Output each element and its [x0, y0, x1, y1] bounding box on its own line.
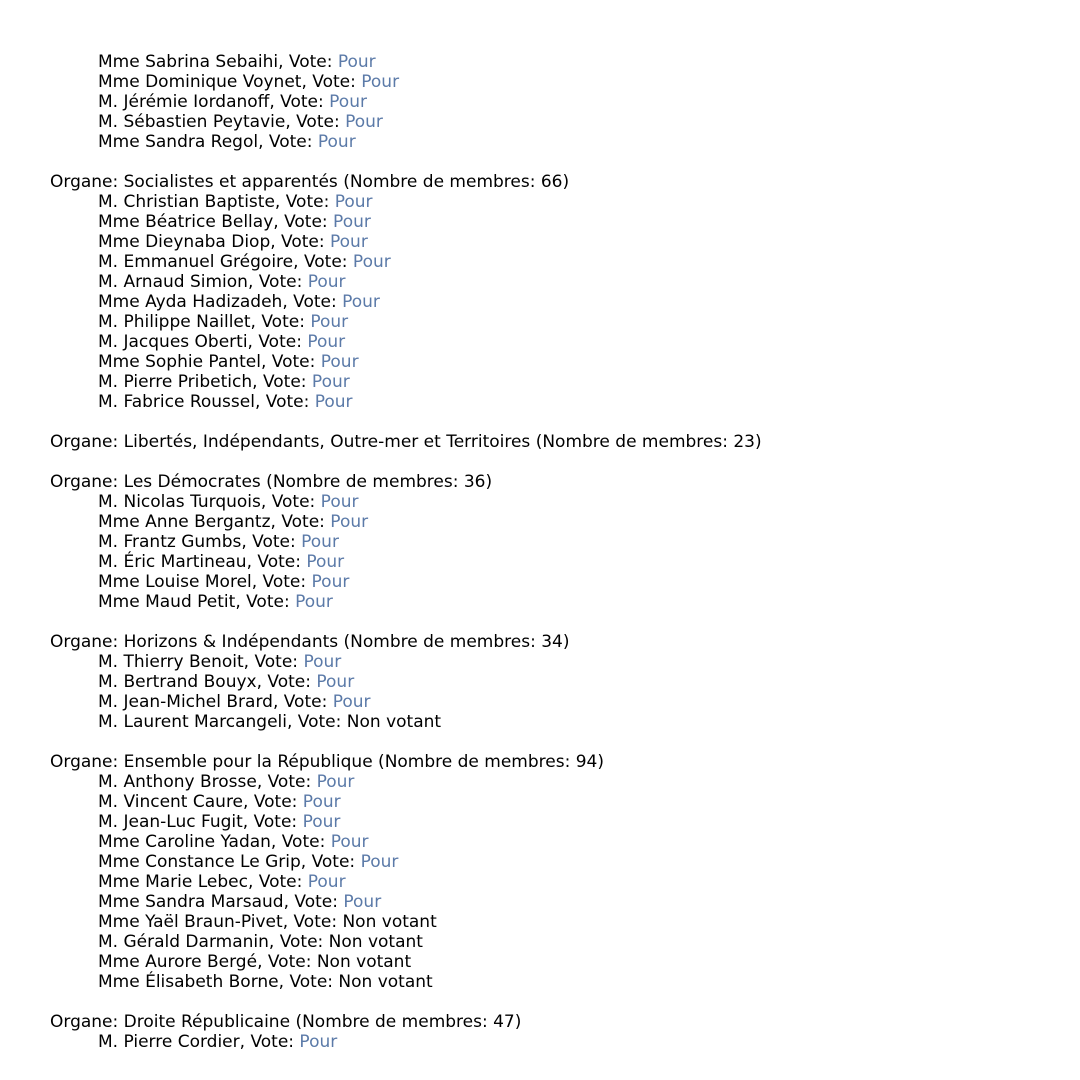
member-name: M. Bertrand Bouyx: [98, 672, 257, 692]
group-header: Organe: Socialistes et apparentés (Nombre de membres: 66): [50, 172, 570, 192]
member-row: [50, 672, 1050, 692]
vote-label: , Vote:: [260, 352, 321, 372]
member-row: [50, 1032, 1050, 1052]
member-name: Mme Caroline Yadan: [98, 832, 271, 852]
vote-value: Pour: [307, 872, 346, 892]
member-row: [50, 792, 1050, 812]
member-name: M. Frantz Gumbs: [98, 532, 242, 552]
member-row: [50, 352, 1050, 372]
member-row: [50, 592, 1050, 612]
group-header: Organe: Les Démocrates (Nombre de membres: 36): [50, 472, 493, 492]
member-row: [50, 372, 1050, 392]
vote-value: Pour: [320, 352, 359, 372]
member-name: M. Fabrice Roussel: [98, 392, 255, 412]
member-name: Mme Sophie Pantel: [98, 352, 261, 372]
member-row: [50, 872, 1050, 892]
vote-value: Pour: [295, 592, 333, 612]
member-name: Mme Aurore Bergé: [98, 952, 258, 972]
vote-value: Pour: [307, 272, 346, 292]
member-row: [50, 72, 1050, 92]
vote-value: Pour: [352, 252, 391, 272]
member-row: [50, 492, 1050, 512]
member-row: [50, 232, 1050, 252]
member-name: M. Christian Baptiste: [98, 192, 275, 212]
member-row: [50, 712, 1050, 732]
member-name: Mme Constance Le Grip: [98, 852, 301, 872]
vote-value: Non votant: [338, 972, 433, 992]
member-row: [50, 892, 1050, 912]
vote-value: Pour: [314, 392, 353, 412]
member-row: [50, 572, 1050, 592]
member-name: Mme Sandra Marsaud: [98, 892, 284, 912]
section-gap: [50, 992, 1050, 1012]
vote-label: , Vote:: [257, 952, 317, 972]
vote-label: , Vote:: [293, 252, 353, 272]
member-row: [50, 652, 1050, 672]
member-row: [50, 552, 1050, 572]
vote-value: Non votant: [316, 952, 412, 972]
vote-label: , Vote:: [260, 492, 321, 512]
member-row: [50, 112, 1050, 132]
member-row: [50, 812, 1050, 832]
vote-value: Pour: [333, 212, 371, 232]
vote-label: , Vote:: [273, 212, 334, 232]
group-header: Organe: Droite Républicaine (Nombre de membres: 47): [50, 1012, 522, 1032]
member-row: [50, 332, 1050, 352]
member-name: M. Jean-Michel Brard: [98, 692, 273, 712]
vote-label: , Vote:: [283, 892, 344, 912]
vote-value: Pour: [316, 772, 355, 792]
vote-label: , Vote:: [258, 132, 318, 152]
vote-label: , Vote:: [269, 92, 330, 112]
vote-value: Pour: [302, 812, 341, 832]
vote-value: Pour: [332, 692, 371, 712]
member-name: M. Laurent Marcangeli: [98, 712, 287, 732]
vote-value: Pour: [337, 52, 376, 72]
vote-label: , Vote:: [247, 272, 308, 292]
vote-label: , Vote:: [274, 192, 335, 212]
vote-value: Pour: [310, 312, 349, 332]
section-gap: [50, 732, 1050, 752]
vote-label: , Vote:: [239, 1032, 300, 1052]
member-name: Mme Sabrina Sebaihi: [98, 52, 279, 72]
member-row: [50, 772, 1050, 792]
vote-value: Pour: [306, 552, 345, 572]
member-name: M. Jérémie Iordanoff: [98, 92, 270, 112]
member-row: [50, 92, 1050, 112]
vote-value: Pour: [342, 292, 380, 312]
vote-label: , Vote:: [268, 932, 329, 952]
member-name: M. Vincent Caure: [98, 792, 244, 812]
member-row: [50, 972, 1050, 992]
member-name: M. Pierre Cordier: [98, 1032, 240, 1052]
vote-value: Pour: [330, 232, 368, 252]
member-name: M. Pierre Pribetich: [98, 372, 253, 392]
vote-value: Pour: [299, 1032, 338, 1052]
group-header: Organe: Libertés, Indépendants, Outre-mer et Territoires (Nombre de membres: 23): [50, 432, 762, 452]
member-name: Mme Béatrice Bellay: [98, 212, 274, 232]
member-name: M. Anthony Brosse: [98, 772, 257, 792]
member-name: Mme Louise Morel: [98, 572, 252, 592]
vote-label: , Vote:: [272, 692, 333, 712]
vote-document: [50, 52, 1050, 1052]
vote-label: , Vote:: [243, 652, 304, 672]
member-name: M. Philippe Naillet: [98, 312, 251, 332]
member-row: [50, 212, 1050, 232]
member-name: M. Jean-Luc Fugit: [98, 812, 243, 832]
member-row: [50, 312, 1050, 332]
vote-label: , Vote:: [300, 852, 361, 872]
section-gap: [50, 612, 1050, 632]
member-row: [50, 52, 1050, 72]
vote-label: , Vote:: [247, 332, 308, 352]
section-gap: [50, 152, 1050, 172]
vote-value: Pour: [302, 792, 341, 812]
vote-label: , Vote:: [242, 812, 303, 832]
vote-value: Pour: [330, 512, 369, 532]
vote-value: Non votant: [346, 712, 442, 732]
member-name: Mme Élisabeth Borne: [98, 972, 279, 992]
vote-value: Pour: [316, 672, 355, 692]
vote-value: Pour: [311, 372, 350, 392]
member-name: Mme Ayda Hadizadeh: [98, 292, 283, 312]
member-name: M. Jacques Oberti: [98, 332, 248, 352]
group-header: Organe: Horizons & Indépendants (Nombre de membres: 34): [50, 632, 570, 652]
member-row: [50, 392, 1050, 412]
vote-label: , Vote:: [246, 552, 307, 572]
member-name: M. Gérald Darmanin: [98, 932, 269, 952]
member-name: Mme Maud Petit: [98, 592, 236, 612]
vote-label: , Vote:: [278, 972, 339, 992]
vote-label: , Vote:: [251, 572, 312, 592]
vote-label: , Vote:: [278, 52, 338, 72]
vote-label: , Vote:: [256, 672, 317, 692]
vote-value: Pour: [301, 532, 339, 552]
vote-value: Pour: [311, 572, 350, 592]
member-name: M. Sébastien Peytavie: [98, 112, 286, 132]
vote-label: , Vote:: [256, 772, 317, 792]
vote-label: , Vote:: [235, 592, 296, 612]
member-row: [50, 272, 1050, 292]
member-name: Mme Sandra Regol: [98, 132, 259, 152]
vote-label: , Vote:: [285, 112, 346, 132]
vote-label: , Vote:: [243, 792, 303, 812]
vote-value: Pour: [343, 892, 382, 912]
member-name: M. Arnaud Simion: [98, 272, 248, 292]
member-name: M. Éric Martineau: [98, 552, 247, 572]
member-name: Mme Dieynaba Diop: [98, 232, 271, 252]
vote-label: , Vote:: [250, 312, 311, 332]
member-row: [50, 252, 1050, 272]
vote-label: , Vote:: [247, 872, 308, 892]
vote-value: Pour: [307, 332, 346, 352]
vote-value: Pour: [360, 852, 399, 872]
vote-value: Non votant: [328, 932, 423, 952]
vote-value: Pour: [334, 192, 373, 212]
section-gap: [50, 452, 1050, 472]
vote-label: , Vote:: [252, 372, 312, 392]
member-row: [50, 832, 1050, 852]
member-row: [50, 912, 1050, 932]
vote-value: Pour: [361, 72, 400, 92]
vote-value: Pour: [303, 652, 342, 672]
vote-label: , Vote:: [282, 292, 343, 312]
vote-value: Pour: [329, 92, 367, 112]
member-row: [50, 932, 1050, 952]
vote-label: , Vote:: [254, 392, 315, 412]
member-row: [50, 132, 1050, 152]
vote-label: , Vote:: [270, 232, 331, 252]
vote-value: Pour: [320, 492, 359, 512]
member-row: [50, 692, 1050, 712]
vote-label: , Vote:: [282, 912, 343, 932]
member-name: M. Emmanuel Grégoire: [98, 252, 294, 272]
vote-value: Pour: [345, 112, 383, 132]
vote-label: , Vote:: [301, 72, 362, 92]
member-row: [50, 192, 1050, 212]
member-row: [50, 952, 1050, 972]
member-row: [50, 512, 1050, 532]
vote-label: , Vote:: [241, 532, 302, 552]
member-name: Mme Dominique Voynet: [98, 72, 302, 92]
section-gap: [50, 412, 1050, 432]
group-header: Organe: Ensemble pour la République (Nombre de membres: 94): [50, 752, 604, 772]
vote-value: Pour: [330, 832, 369, 852]
vote-value: Pour: [317, 132, 356, 152]
vote-label: , Vote:: [270, 832, 331, 852]
member-name: M. Thierry Benoit: [98, 652, 244, 672]
member-row: [50, 292, 1050, 312]
member-name: Mme Yaël Braun-Pivet: [98, 912, 283, 932]
member-row: [50, 532, 1050, 552]
vote-label: , Vote:: [287, 712, 347, 732]
member-row: [50, 852, 1050, 872]
member-name: Mme Anne Bergantz: [98, 512, 271, 532]
vote-label: , Vote:: [270, 512, 331, 532]
member-name: Mme Marie Lebec: [98, 872, 248, 892]
member-name: M. Nicolas Turquois: [98, 492, 261, 512]
vote-value: Non votant: [342, 912, 437, 932]
